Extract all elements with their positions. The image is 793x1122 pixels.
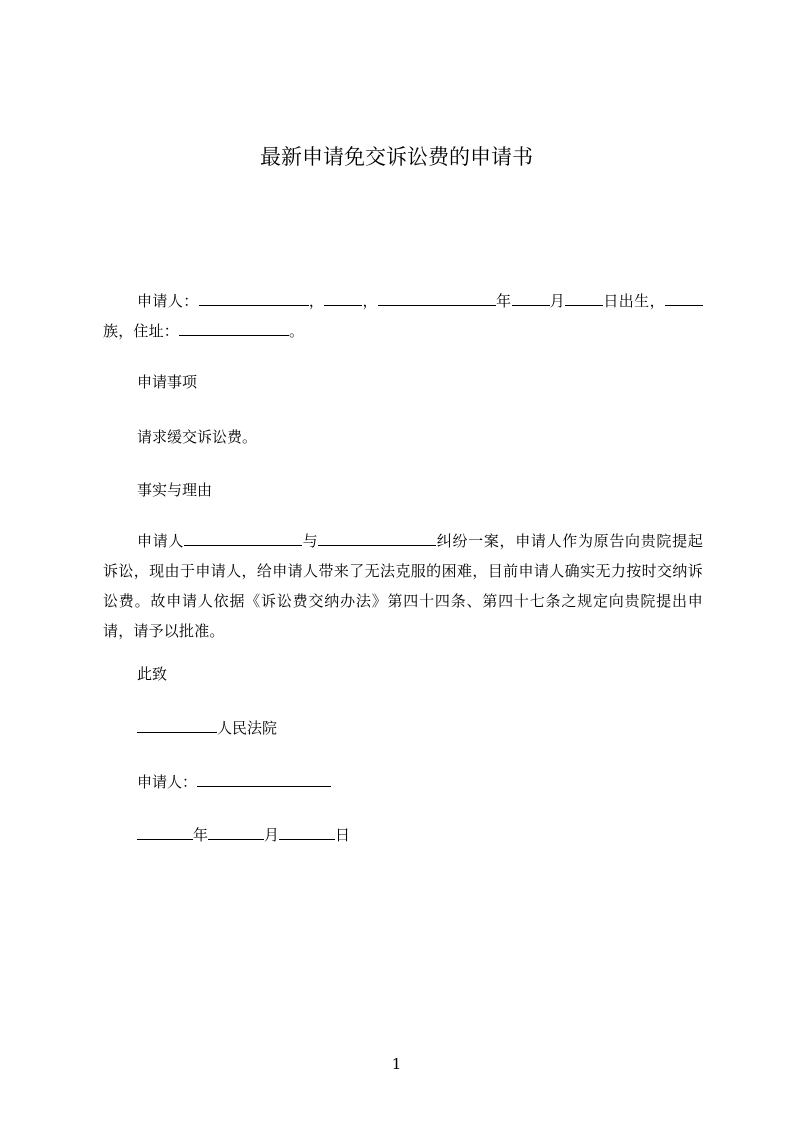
date-year-label: 年 <box>193 826 209 844</box>
signature-label: 申请人： <box>137 773 198 791</box>
court-suffix: 人民法院 <box>217 719 278 737</box>
request-content: 请求缓交诉讼费。 <box>137 428 258 446</box>
signature-line <box>137 767 331 797</box>
comma: ， <box>308 292 325 310</box>
date-day-label: 日 <box>335 826 351 844</box>
birth-day-blank[interactable] <box>565 290 603 306</box>
applicant-blank[interactable] <box>184 530 302 546</box>
reason-with: 与 <box>302 532 319 550</box>
document-title: 最新申请免交诉讼费的申请书 <box>260 145 533 169</box>
name-blank[interactable] <box>199 290 309 306</box>
ethnicity-blank-a[interactable] <box>665 290 681 306</box>
comma: ， <box>362 292 378 310</box>
reason-paragraph <box>103 526 703 646</box>
reason-applicant: 申请人 <box>137 532 185 550</box>
date-month-blank[interactable] <box>208 824 264 840</box>
signature-blank[interactable] <box>197 771 331 787</box>
date-year-blank[interactable] <box>137 824 193 840</box>
court-name-blank[interactable] <box>137 717 217 733</box>
closing-greeting: 此致 <box>137 665 168 683</box>
year-label: 年 <box>495 292 512 310</box>
date-day-blank[interactable] <box>279 824 335 840</box>
date-month-label: 月 <box>264 826 280 844</box>
date-line <box>137 820 350 850</box>
period: 。 <box>289 322 305 340</box>
birth-month-blank[interactable] <box>512 290 550 306</box>
birth-year-blank[interactable] <box>378 290 496 306</box>
gender-blank[interactable] <box>324 290 362 306</box>
ethnicity-label: 族，住址： <box>103 322 180 340</box>
page-number: 1 <box>391 1055 402 1073</box>
ethnicity-blank-b[interactable] <box>681 290 703 306</box>
applicant-label: 申请人： <box>137 292 199 310</box>
request-heading: 申请事项 <box>137 373 198 391</box>
reason-heading: 事实与理由 <box>137 481 213 499</box>
reason-text: 纠纷一案，申请人作为原告向贵院提起诉讼，现由于申请人，给申请人带来了无法克服的困难，目前申请人确实无力按时交纳诉讼费。故申请人依据《诉讼费交纳办法》第四十四条、第四十七条之规定向贵院提出申请，请予以批准。 <box>103 532 703 640</box>
month-label: 月 <box>549 292 566 310</box>
court-line <box>137 713 277 743</box>
applicant-info-paragraph <box>103 286 703 346</box>
born-label: 日出生， <box>603 292 665 310</box>
opponent-blank[interactable] <box>318 530 436 546</box>
address-blank[interactable] <box>179 320 289 336</box>
